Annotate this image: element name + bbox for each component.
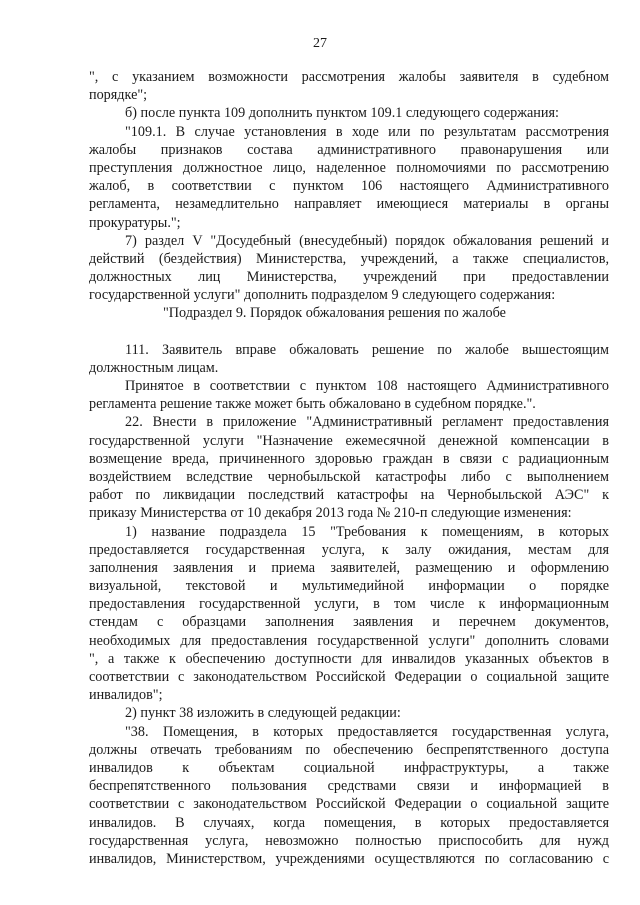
text-line: соответствии с законодательством Российской Федерации о социальной защите (89, 796, 609, 813)
text-line: должностным лицам. (89, 359, 219, 376)
text-line: 111. Заявитель вправе обжаловать решение по жалобе вышестоящим (125, 341, 609, 358)
text-line: преступления должностное лицо, наделенное полномочиями по рассмотрению (89, 159, 609, 176)
text-line: порядке"; (89, 87, 148, 104)
text-line: 22. Внести в приложение "Административный регламент предоставления (125, 414, 609, 431)
text-line: жалобы признаков состава административного правонарушения или (89, 141, 609, 158)
text-line: работ по ликвидации последствий катастрофы на Чернобыльской АЭС" к (89, 487, 609, 504)
text-line: должностных лиц Министерства, учреждений при предоставлении (89, 269, 609, 286)
paragraph-gap (89, 323, 609, 341)
text-line: ", а также к обеспечению доступности для инвалидов указанных объектов в (89, 650, 609, 667)
text-line: инвалидов к объектам социальной инфраструктуры, а также (89, 759, 609, 776)
text-line: прокуратуры."; (89, 214, 181, 231)
text-line: визуальной, текстовой и мультимедийной информации о порядке (89, 578, 609, 595)
text-line: 2) пункт 38 изложить в следующей редакции: (125, 705, 401, 722)
text-line: возмещение вреда, причиненного здоровью граждан в связи с радиационным (89, 450, 609, 467)
text-line: соответствии с законодательством Российской Федерации о социальной защите (89, 669, 609, 685)
text-line: должны отвечать требованиям по обеспечению беспрепятственного доступа (89, 741, 609, 758)
text-line: инвалидов, Министерством, учреждениями осуществляются по согласованию с (89, 850, 609, 867)
text-line: "38. Помещения, в которых предоставляется государственная услуга, (125, 723, 609, 740)
text-line: воздействием вследствие чернобыльской катастрофы либо с выполнением (89, 468, 609, 485)
text-line: регламента, незамедлительно направляет имеющиеся материалы в органы (89, 196, 609, 213)
body-text (89, 68, 609, 868)
text-line: действий (бездействия) Министерства, учреждений, а также специалистов, (89, 250, 609, 267)
text-line: б) после пункта 109 дополнить пунктом 109.1 следующего содержания: (125, 105, 559, 122)
subsection-heading: "Подраздел 9. Порядок обжалования решения по жалобе (163, 305, 506, 322)
text-line: стендам с образцами заполнения заявления и перечнем документов, (89, 614, 609, 631)
text-line: "109.1. В случае установления в ходе или по результатам рассмотрения (125, 123, 609, 140)
text-line: 1) название подраздела 15 "Требования к помещениям, в которых (125, 523, 609, 540)
text-line: регламента решение также может быть обжаловано в судебном порядке.". (89, 396, 536, 413)
text-line: государственной услуги" дополнить подразделом 9 следующего содержания: (89, 287, 556, 304)
text-line: ", с указанием возможности рассмотрения жалобы заявителя в судебном (89, 69, 609, 85)
page-number: 27 (313, 36, 327, 51)
text-line: Принятое в соответствии с пунктом 108 настоящего Административного (125, 378, 609, 394)
text-line: приказу Министерства от 10 декабря 2013 года № 210-п следующие изменения: (89, 505, 572, 522)
text-line: инвалидов"; (89, 687, 163, 704)
text-line: беспрепятственного пользования средствами связи и информацией в (89, 778, 609, 795)
text-line: необходимых для предоставления государственной услуги" дополнить словами (89, 632, 609, 649)
text-line: предоставления государственной услуги, в том числе к информационным (89, 596, 609, 613)
text-line: заполнения заявления и приема заявителей, размещению и оформлению (89, 559, 609, 576)
text-line: жалоб, в соответствии с пунктом 106 настоящего Административного (89, 178, 609, 195)
text-line: инвалидов. В случаях, когда помещения, в которых предоставляется (89, 814, 609, 831)
text-line: государственной услуги "Назначение ежемесячной денежной компенсации в (89, 432, 609, 449)
text-line: 7) раздел V "Досудебный (внесудебный) порядок обжалования решений и (125, 232, 609, 249)
text-line: государственная услуга, невозможно полностью приспособить для нужд (89, 832, 609, 849)
text-line: предоставляется государственная услуга, к залу ожидания, местам для (89, 541, 609, 558)
